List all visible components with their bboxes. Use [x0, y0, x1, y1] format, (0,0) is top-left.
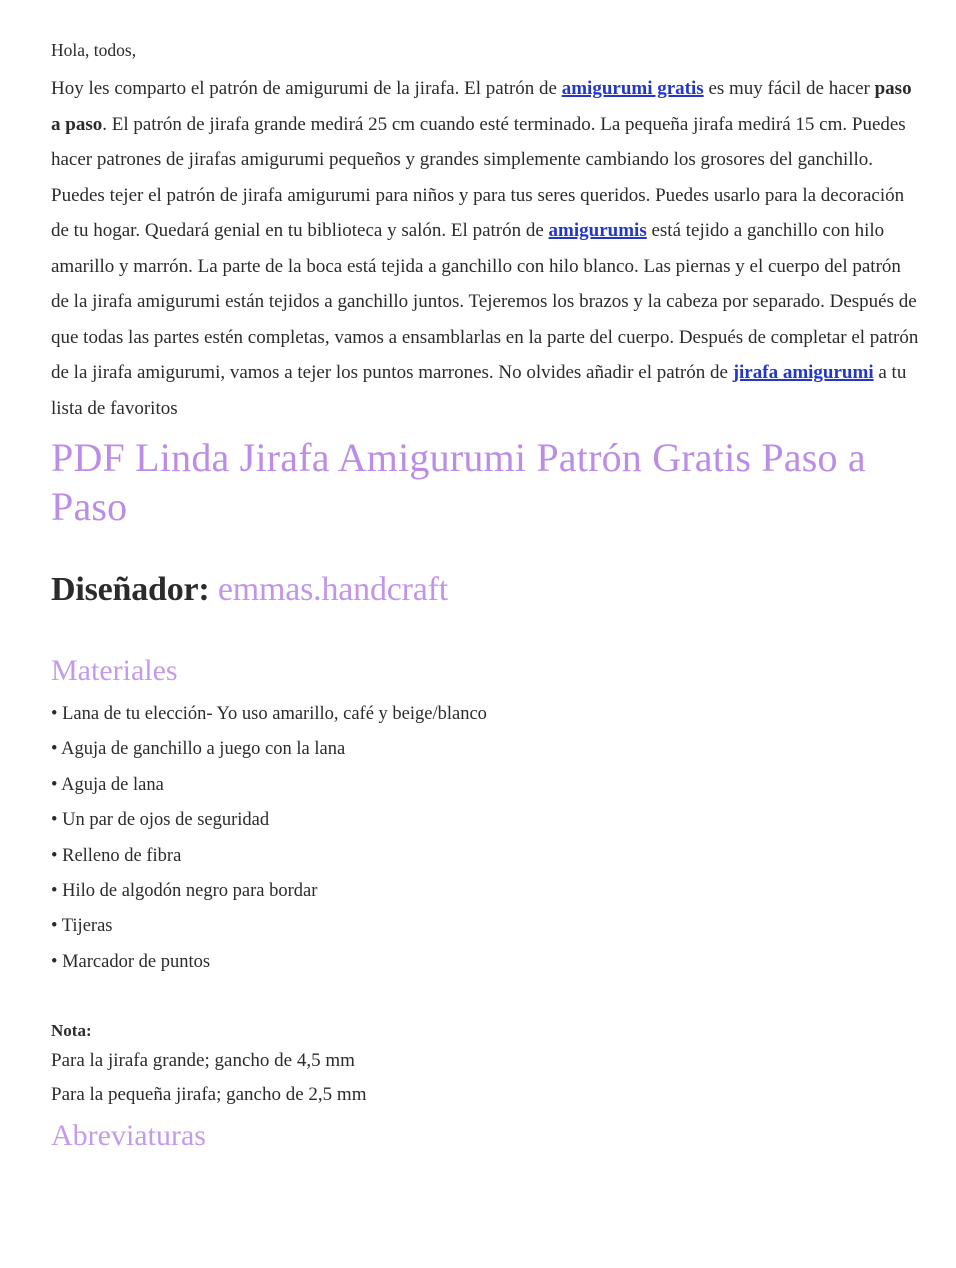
- list-item: • Relleno de fibra: [51, 845, 182, 866]
- designer-line: [51, 570, 923, 610]
- list-item: • Un par de ojos de seguridad: [51, 810, 270, 831]
- note-label: Nota:: [51, 1021, 92, 1041]
- note-block: [51, 1018, 923, 1112]
- list-item: • Tijeras: [51, 916, 113, 937]
- list-item: • Aguja de lana: [51, 774, 164, 795]
- paragraph-part-1: Hoy les comparto el patrón de amigurumi de la jirafa. El patrón de: [51, 78, 562, 99]
- list-item: • Marcador de puntos: [51, 951, 211, 972]
- paragraph-part-2: es muy fácil de hacer: [703, 78, 875, 99]
- intro-paragraph: [51, 71, 923, 426]
- link-jirafa-amigurumi[interactable]: jirafa amigurumi: [732, 362, 874, 383]
- materials-list: [51, 697, 923, 980]
- designer-value: emmas.handcraft: [217, 571, 449, 608]
- list-item: • Hilo de algodón negro para bordar: [51, 881, 318, 902]
- designer-label: Diseñador:: [51, 571, 210, 608]
- paragraph-part-3: . El patrón de jirafa grande medirá 25 cm cuando esté terminado. La pequeña jirafa medirá 15 cm. Puedes hacer patrones de jirafas amigurumi pequeños y grandes simplemente cambiando los grosores del ganchillo. Puedes tejer el patrón de jirafa amigurumi para niños y para tus seres queridos. Puedes usarlo para la decoración de tu hogar. Quedará genial en tu biblioteca y salón. El patrón de: [51, 113, 906, 241]
- paragraph-part-4: está tejido a ganchillo con hilo amarillo y marrón. La parte de la boca está tejida a ganchillo con hilo blanco. Las piernas y el cuerpo del patrón de la jirafa amigurumi están tejidos a ganchillo juntos. Tejeremos los brazos y la cabeza por separado. Después de que todas las partes estén completas, vamos a ensamblarlas en la parte del cuerpo. Después de completar el patrón de la jirafa amigurumi, vamos a tejer los puntos marrones. No olvides añadir el patrón de: [51, 220, 919, 383]
- document-content: [51, 40, 923, 1153]
- paragraph-bold-paso-a-paso: paso a paso: [51, 78, 912, 135]
- section-heading-abreviaturas: Abreviaturas: [51, 1119, 206, 1153]
- paragraph-part-5: a tu lista de favoritos: [51, 362, 907, 419]
- section-heading-materiales: Materiales: [51, 654, 178, 687]
- greeting-line: Hola, todos,: [51, 40, 137, 60]
- link-amigurumi-gratis[interactable]: amigurumi gratis: [561, 78, 704, 99]
- note-line-small-giraffe: Para la pequeña jirafa; gancho de 2,5 mm: [51, 1084, 367, 1106]
- page-title: PDF Linda Jirafa Amigurumi Patrón Gratis Paso a Paso: [51, 435, 866, 529]
- list-item: • Lana de tu elección- Yo uso amarillo, café y beige/blanco: [51, 704, 487, 724]
- note-line-large-giraffe: Para la jirafa grande; gancho de 4,5 mm: [51, 1050, 355, 1072]
- link-amigurumis[interactable]: amigurumis: [548, 220, 647, 241]
- list-item: • Aguja de ganchillo a juego con la lana: [51, 739, 346, 760]
